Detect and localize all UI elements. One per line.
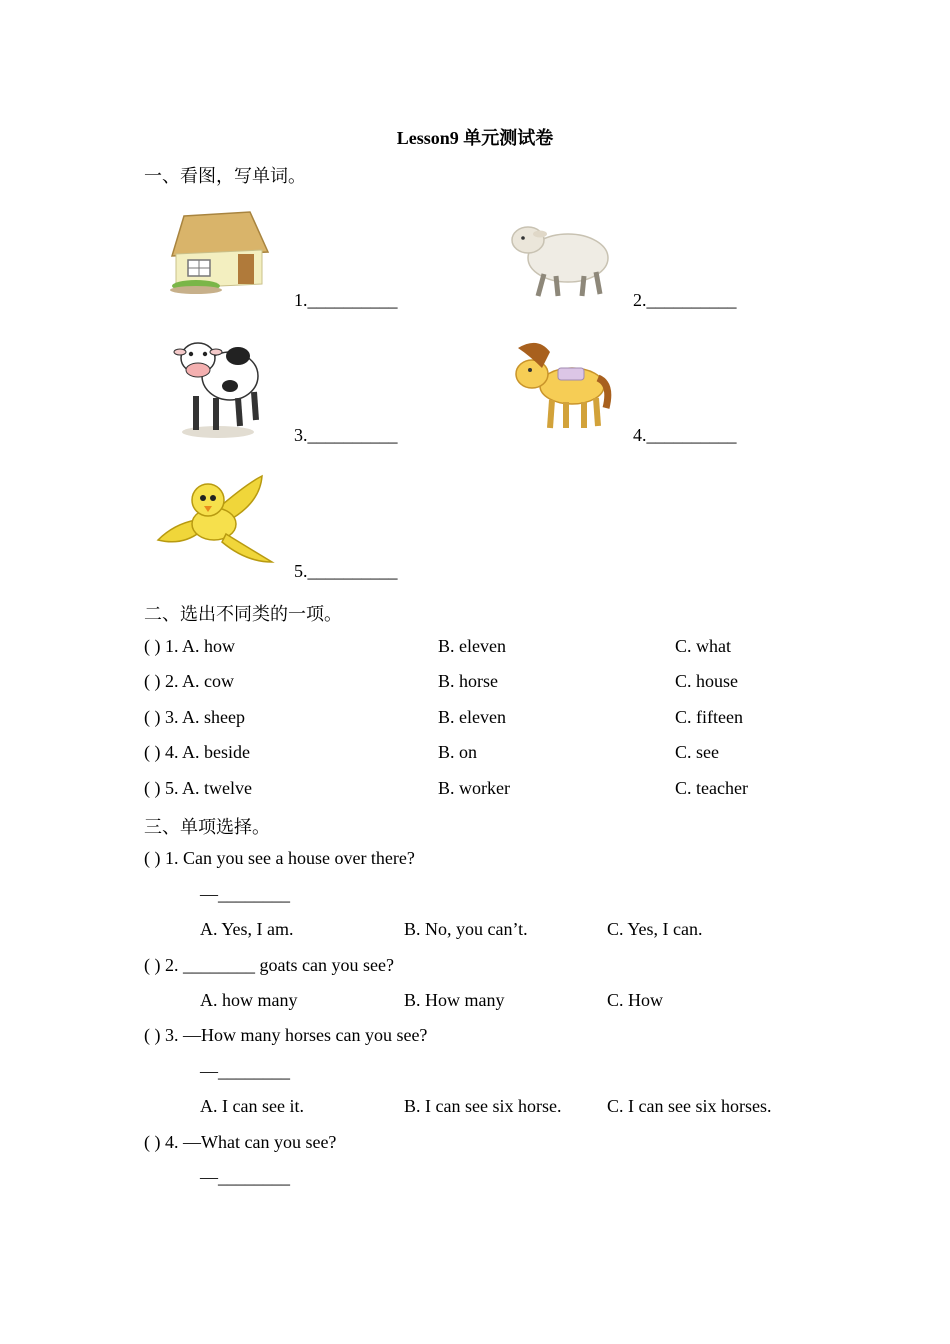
section-3-heading: 三、单项选择。 — [144, 817, 270, 837]
question-number-option-a: ( ) 4. A. beside — [144, 742, 250, 762]
answer-blank-1[interactable]: 1.__________ — [294, 290, 398, 310]
bird-icon — [156, 474, 276, 568]
option-b: B. on — [438, 742, 478, 762]
answer-blank-3[interactable]: 3.__________ — [294, 425, 398, 445]
answer-blank-4[interactable]: 4.__________ — [633, 425, 737, 445]
odd-one-out-question — [144, 636, 844, 660]
house-icon — [166, 208, 272, 296]
option-b: B. worker — [438, 778, 510, 798]
mc-question-1-option-a: A. Yes, I am. — [200, 919, 294, 939]
answer-blank-2[interactable]: 2.__________ — [633, 290, 737, 310]
answer-blank-5[interactable]: 5.__________ — [294, 561, 398, 581]
sheep-icon — [506, 216, 612, 300]
mc-question-3-option-c: C. I can see six horses. — [607, 1096, 772, 1116]
option-b: B. horse — [438, 671, 498, 691]
mc-question-4-answer-blank[interactable]: —________ — [200, 1167, 290, 1187]
mc-question-1-option-b: B. No, you can’t. — [404, 919, 528, 939]
mc-question-4-stem: ( ) 4. —What can you see? — [144, 1132, 337, 1152]
option-c: C. teacher — [675, 778, 748, 798]
question-number-option-a: ( ) 1. A. how — [144, 636, 235, 656]
option-c: C. see — [675, 742, 719, 762]
option-c: C. house — [675, 671, 738, 691]
cow-icon — [160, 336, 264, 440]
option-c: C. fifteen — [675, 707, 743, 727]
horse-icon — [508, 334, 612, 434]
odd-one-out-question — [144, 707, 844, 731]
odd-one-out-question — [144, 742, 844, 766]
option-b: B. eleven — [438, 636, 506, 656]
section-1-heading: 一、看图，写单词。 — [144, 166, 306, 186]
mc-question-3-option-a: A. I can see it. — [200, 1096, 304, 1116]
mc-question-3-stem: ( ) 3. —How many horses can you see? — [144, 1025, 428, 1045]
page-title: Lesson9 单元测试卷 — [396, 128, 554, 148]
mc-question-2-stem: ( ) 2. ________ goats can you see? — [144, 955, 394, 975]
mc-question-2-option-a: A. how many — [200, 990, 298, 1010]
mc-question-3-answer-blank[interactable]: —________ — [200, 1061, 290, 1081]
mc-question-1-stem: ( ) 1. Can you see a house over there? — [144, 848, 415, 868]
mc-question-3-option-b: B. I can see six horse. — [404, 1096, 562, 1116]
mc-question-2-option-c: C. How — [607, 990, 664, 1010]
section-2-heading: 二、选出不同类的一项。 — [144, 604, 342, 624]
odd-one-out-question — [144, 671, 844, 695]
question-number-option-a: ( ) 3. A. sheep — [144, 707, 245, 727]
mc-question-1-option-c: C. Yes, I can. — [607, 919, 703, 939]
mc-question-2-option-b: B. How many — [404, 990, 505, 1010]
odd-one-out-question — [144, 778, 844, 802]
option-b: B. eleven — [438, 707, 506, 727]
option-c: C. what — [675, 636, 731, 656]
mc-question-1-answer-blank[interactable]: —________ — [200, 884, 290, 904]
question-number-option-a: ( ) 2. A. cow — [144, 671, 234, 691]
question-number-option-a: ( ) 5. A. twelve — [144, 778, 252, 798]
